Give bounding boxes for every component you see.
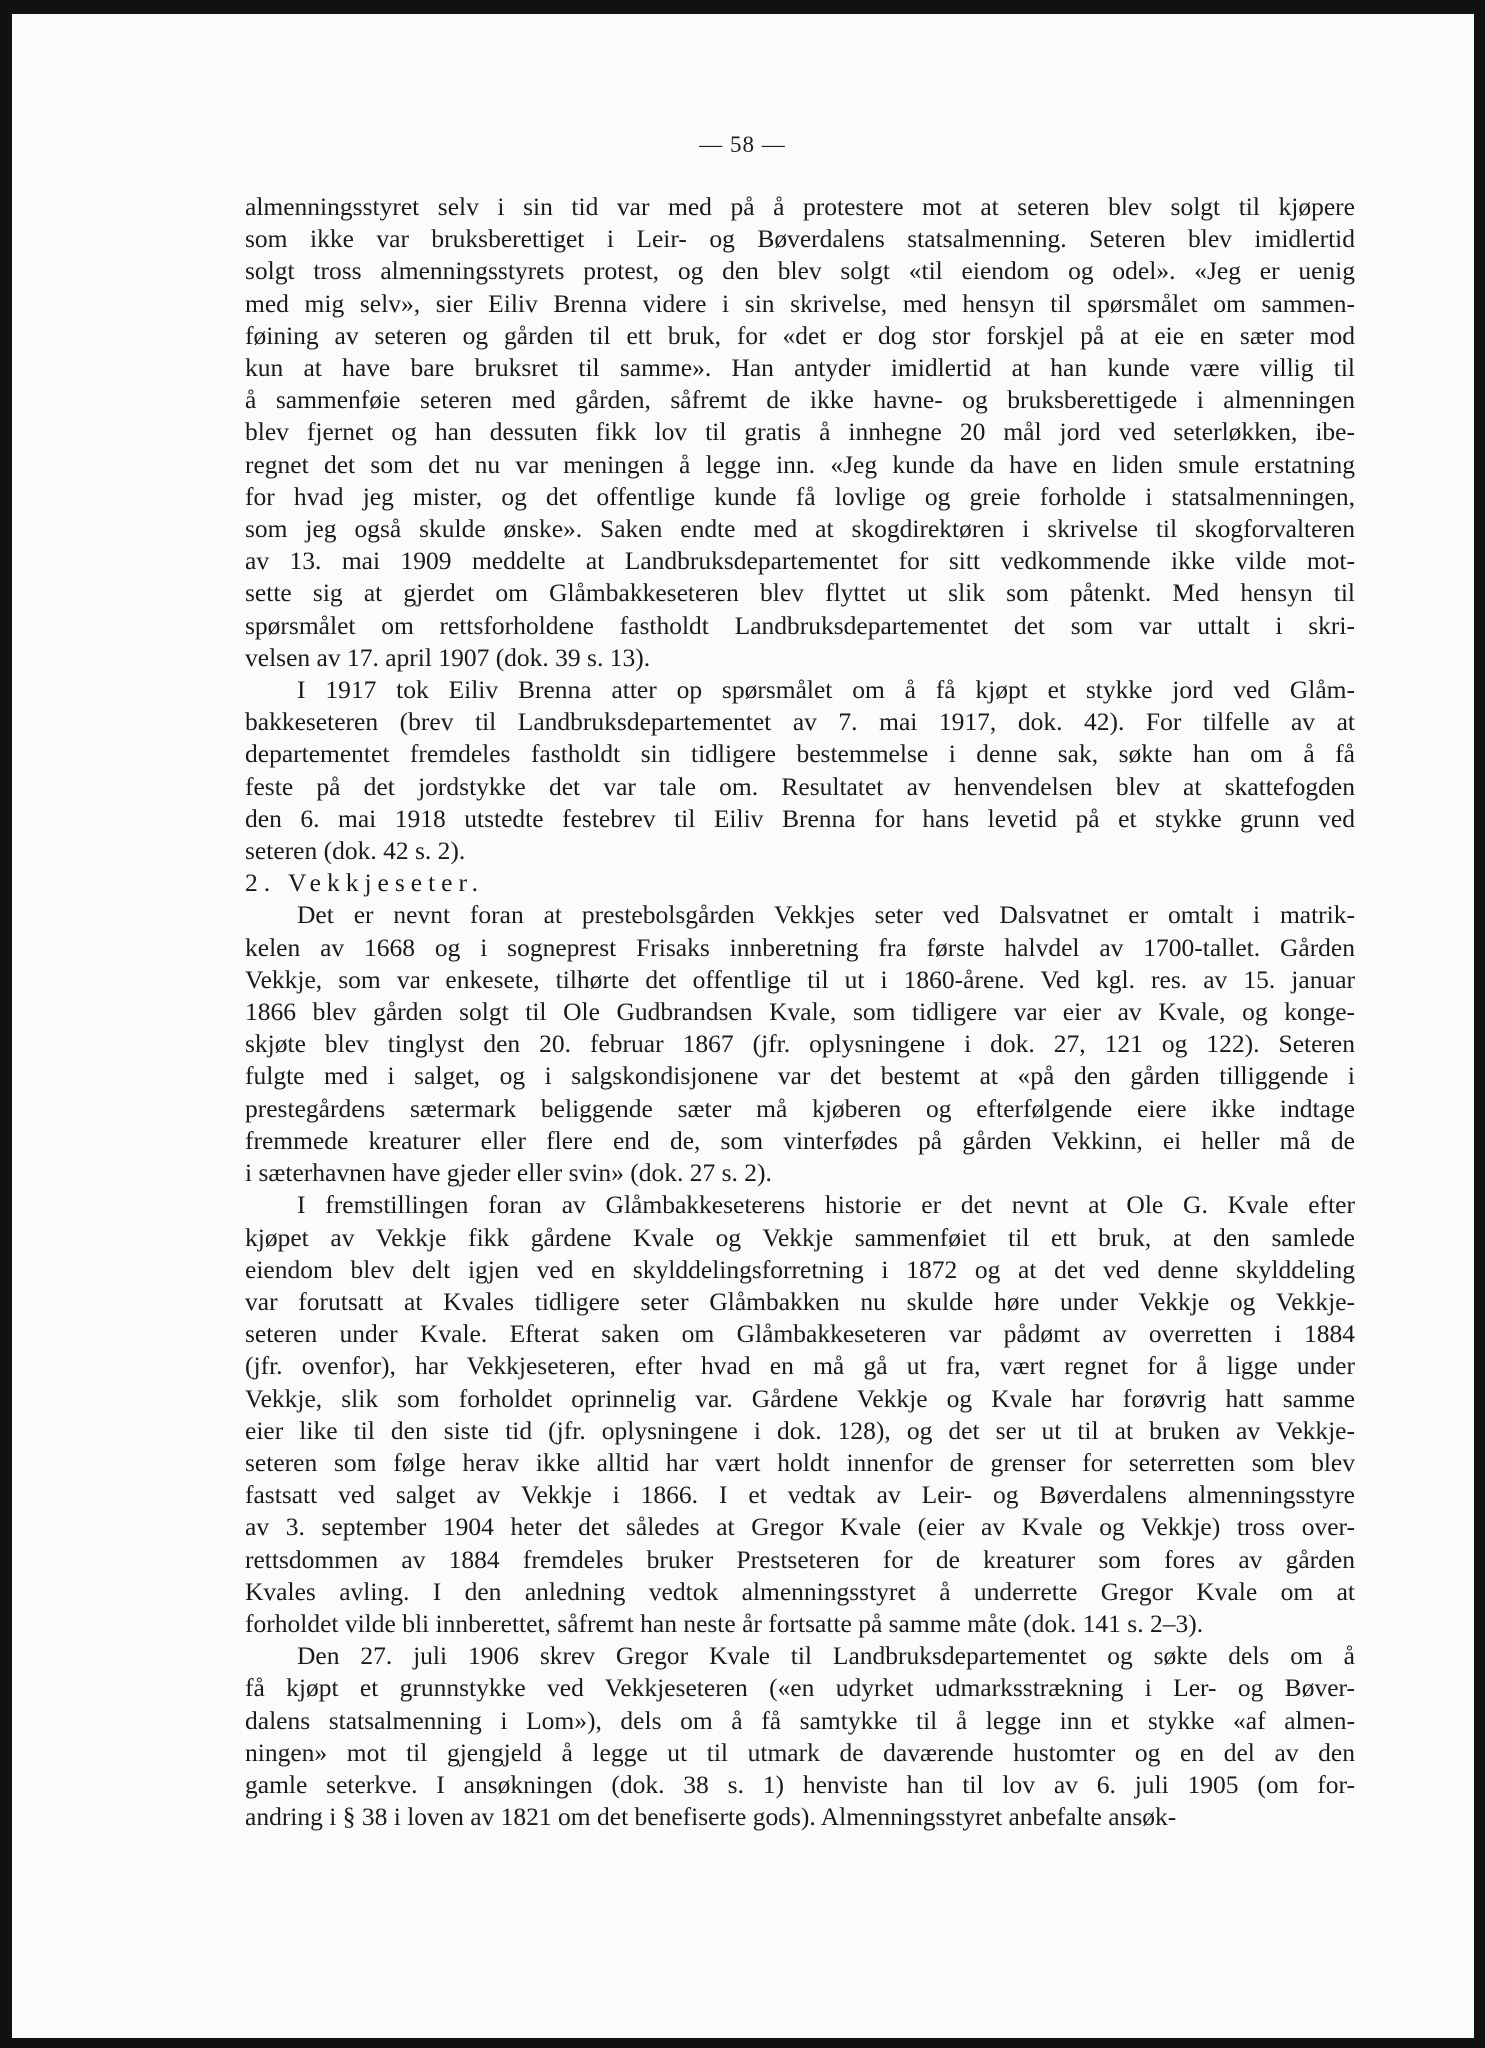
text-line: prestegårdens sætermark beliggende sæter må kjøberen og efterfølgende eiere ikke indtage <box>245 1093 1355 1123</box>
page-number: — 58 — <box>699 132 786 157</box>
paragraph <box>245 1189 1355 1640</box>
text-line: eiendom blev delt igjen ved en skylddelingsforretning i 1872 og at det ved denne skylddeling <box>245 1254 1355 1284</box>
text-line: seteren under Kvale. Efterat saken om Glåmbakkeseteren var pådømt av overretten i 1884 <box>245 1319 1355 1349</box>
text-line: som jeg også skulde ønske». Saken endte med at skogdirektøren i skrivelse til skogforvalteren <box>245 514 1355 544</box>
text-line: 1866 blev gården solgt til Ole Gudbrandsen Kvale, som tidligere var eier av Kvale, og konge- <box>245 997 1355 1027</box>
text-line: sette sig at gjerdet om Glåmbakkeseteren blev flyttet ut slik som påtenkt. Med hensyn til <box>245 578 1355 608</box>
text-line: få kjøpt et grunnstykke ved Vekkjeseteren («en udyrket udmarksstrækning i Ler- og Bøver- <box>245 1673 1355 1703</box>
text-line: dalens statsalmenning i Lom»), dels om å få samtykke til å legge inn et stykke «af almen- <box>245 1705 1355 1735</box>
text-line: den 6. mai 1918 utstedte festebrev til Eiliv Brenna for hans levetid på et stykke grunn ved <box>245 803 1355 833</box>
text-line: Vekkje, slik som forholdet oprinnelig var. Gårdene Vekkje og Kvale har forøvrig hatt samme <box>245 1383 1355 1413</box>
text-line: solgt tross almenningsstyrets protest, og den blev solgt «til eiendom og odel». «Jeg er uenig <box>245 256 1355 286</box>
text-line: velsen av 17. april 1907 (dok. 39 s. 13). <box>245 642 651 672</box>
text-line: rettsdommen av 1884 fremdeles bruker Prestseteren for de kreaturer som fores av gården <box>245 1544 1355 1574</box>
text-line: skjøte blev tinglyst den 20. februar 1867 (jfr. oplysningene i dok. 27, 121 og 122). Seteren <box>245 1029 1355 1059</box>
text-line: kelen av 1668 og i sogneprest Frisaks innberetning fra første halvdel av 1700-tallet. Gården <box>245 932 1355 962</box>
paragraph <box>245 191 1355 674</box>
text-line: av 13. mai 1909 meddelte at Landbruksdepartementet for sitt vedkommende ikke vilde mot- <box>245 546 1355 576</box>
text-line: som ikke var bruksberettiget i Leir- og Bøverdalens statsalmenning. Seteren blev imidlertid <box>245 224 1355 254</box>
text-line: almenningsstyret selv i sin tid var med på å protestere mot at seteren blev solgt til kjøpere <box>245 192 1355 221</box>
text-line: (jfr. ovenfor), har Vekkjeseteren, efter hvad en må gå ut fra, vært regnet for å ligge under <box>245 1351 1355 1381</box>
text-line: fastsatt ved salget av Vekkje i 1866. I et vedtak av Leir- og Bøverdalens almenningsstyre <box>245 1480 1355 1510</box>
paragraph <box>245 899 1355 1189</box>
text-line: for hvad jeg mister, og det offentlige kunde få lovlige og greie forholde i statsalmenningen, <box>245 481 1355 511</box>
paragraph <box>245 674 1355 867</box>
text-line: forholdet vilde bli innberettet, såfremt han neste år fortsatte på samme måte (dok. 141 s. 2–3). <box>245 1608 1204 1638</box>
text-line: kjøpet av Vekkje fikk gårdene Kvale og Vekkje sammenføiet til ett bruk, at den samlede <box>245 1222 1355 1252</box>
text-line: Den 27. juli 1906 skrev Gregor Kvale til Landbruksdepartementet og søkte dels om å <box>297 1641 1355 1671</box>
text-line: bakkeseteren (brev til Landbruksdepartementet av 7. mai 1917, dok. 42). For tilfelle av at <box>245 707 1355 737</box>
text-line: spørsmålet om rettsforholdene fastholdt Landbruksdepartementet det som var uttalt i skri- <box>245 610 1355 640</box>
text-line: Vekkje, som var enkesete, tilhørte det offentlige til ut i 1860-årene. Ved kgl. res. av 15. januar <box>245 964 1355 994</box>
text-line: feste på det jordstykke det var tale om. Resultatet av henvendelsen blev at skattefogden <box>245 771 1355 801</box>
text-line: departementet fremdeles fastholdt sin tidligere bestemmelse i denne sak, søkte han om å få <box>245 739 1355 769</box>
text-line: Det er nevnt foran at prestebolsgården Vekkjes seter ved Dalsvatnet er omtalt i matrik- <box>297 900 1355 930</box>
text-line: seteren (dok. 42 s. 2). <box>245 836 466 866</box>
text-line: I 1917 tok Eiliv Brenna atter op spørsmålet om å få kjøpt et stykke jord ved Glåm- <box>297 675 1355 705</box>
text-line: I fremstillingen foran av Glåmbakkeseterens historie er det nevnt at Ole G. Kvale efter <box>297 1190 1355 1220</box>
body-text <box>245 191 1355 1833</box>
text-line: 2. Vekkjeseter. <box>245 868 484 898</box>
text-line: fulgte med i salget, og i salgskondisjonene var det bestemt at «på den gården tilliggende i <box>245 1061 1355 1091</box>
text-line: Kvales avling. I den anledning vedtok almenningsstyret å underrette Gregor Kvale om at <box>245 1576 1355 1606</box>
text-line: blev fjernet og han dessuten fikk lov til gratis å innhegne 20 mål jord ved seterløkken, ibe- <box>245 417 1355 447</box>
section-heading <box>245 867 1355 899</box>
text-line: seteren som følge herav ikke alltid har vært holdt innenfor de grenser for seterretten som blev <box>245 1447 1355 1477</box>
text-line: kun at have bare bruksret til samme». Han antyder imidlertid at han kunde være villig til <box>245 353 1355 383</box>
text-line: føining av seteren og gården til ett bruk, for «det er dog stor forskjel på at eie en sæter mod <box>245 320 1355 350</box>
text-line: fremmede kreaturer eller flere end de, som vinterfødes på gården Vekkinn, ei heller må de <box>245 1125 1355 1155</box>
text-line: med mig selv», sier Eiliv Brenna videre i sin skrivelse, med hensyn til spørsmålet om sammen- <box>245 288 1355 318</box>
text-line: gamle seterkve. I ansøkningen (dok. 38 s. 1) henviste han til lov av 6. juli 1905 (om for- <box>245 1769 1355 1799</box>
text-line: å sammenføie seteren med gården, såfremt de ikke havne- og bruksberettigede i almenningen <box>245 385 1355 415</box>
text-line: eier like til den siste tid (jfr. oplysningene i dok. 128), og det ser ut til at bruken av Vekkje- <box>245 1415 1355 1445</box>
text-line: andring i § 38 i loven av 1821 om det benefiserte gods). Almenningsstyret anbefalte ansøk- <box>245 1802 1177 1832</box>
text-line: var forutsatt at Kvales tidligere seter Glåmbakken nu skulde høre under Vekkje og Vekkje- <box>245 1286 1355 1316</box>
text-line: regnet det som det nu var meningen å legge inn. «Jeg kunde da have en liden smule erstatning <box>245 449 1355 479</box>
text-line: av 3. september 1904 heter det således at Gregor Kvale (eier av Kvale og Vekkje) tross over- <box>245 1512 1355 1542</box>
text-line: i sæterhavnen have gjeder eller svin» (dok. 27 s. 2). <box>245 1158 772 1188</box>
paragraph <box>245 1640 1355 1833</box>
text-line: ningen» mot til gjengjeld å legge ut til utmark de daværende hustomter og en del av den <box>245 1737 1355 1767</box>
